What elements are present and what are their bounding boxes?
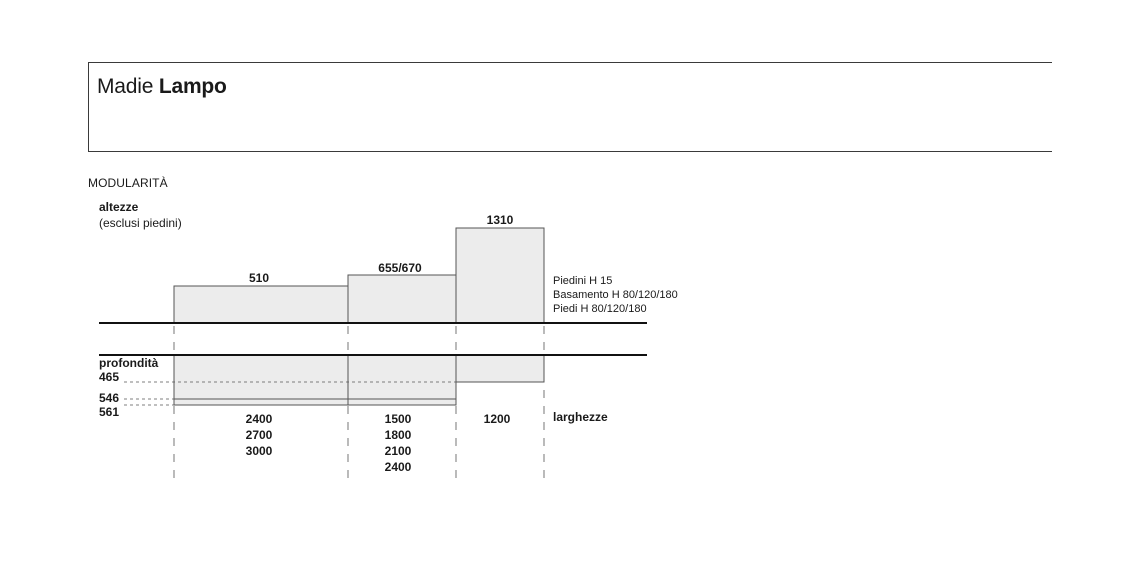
- width-value: 2400: [245, 412, 273, 426]
- height-value-2: 655/670: [378, 261, 422, 275]
- width-values-col-1: [219, 411, 299, 459]
- heights-sublabel: (esclusi piedini): [99, 216, 182, 230]
- width-value: 2100: [384, 444, 412, 458]
- feet-note-2: Basamento H 80/120/180: [553, 289, 678, 301]
- depth-box-2: [348, 355, 456, 405]
- depth-box-1: [174, 355, 348, 405]
- feet-note-3: Piedi H 80/120/180: [553, 303, 647, 315]
- height-box-655: [348, 275, 456, 323]
- depth-box-3: [456, 355, 544, 382]
- width-value: 3000: [245, 444, 273, 458]
- heights-label: altezze: [99, 200, 139, 214]
- width-value: 1800: [384, 428, 412, 442]
- height-box-1310: [456, 228, 544, 323]
- height-box-510: [174, 286, 348, 323]
- width-value: 2400: [384, 460, 412, 474]
- height-value-3: 1310: [486, 213, 514, 227]
- section-label: MODULARITÀ: [88, 176, 168, 190]
- depths-label: profondità: [99, 356, 159, 370]
- width-values-col-3: [457, 411, 537, 427]
- height-value-1: 510: [248, 271, 270, 285]
- widths-label: larghezze: [553, 410, 608, 424]
- feet-note-1: Piedini H 15: [553, 275, 613, 287]
- width-value: 1500: [384, 412, 412, 426]
- depth-value-2: 546: [99, 391, 120, 405]
- width-values-col-2: [358, 411, 438, 475]
- depth-value-1: 465: [99, 370, 120, 384]
- depth-value-3: 561: [99, 405, 120, 419]
- page-title: Madie Lampo: [97, 75, 227, 98]
- width-value: 2700: [245, 428, 273, 442]
- width-value: 1200: [483, 412, 511, 426]
